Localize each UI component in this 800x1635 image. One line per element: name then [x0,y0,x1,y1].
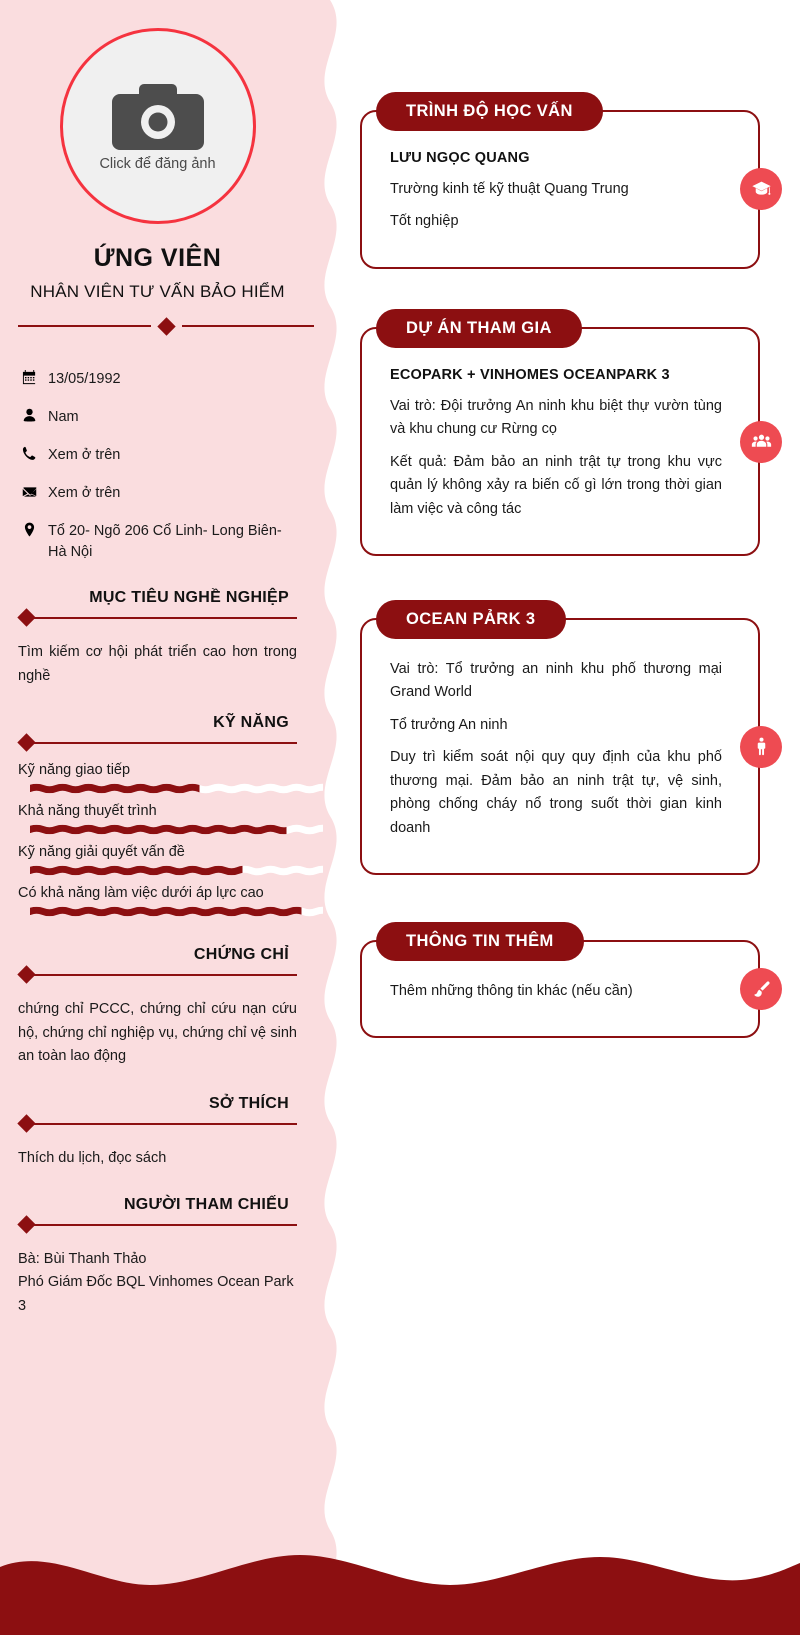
reference-name: Bà: Bùi Thanh Thảo [18,1251,147,1267]
card-line: Thêm những thông tin khác (nếu cần) [390,983,633,999]
card-body [360,102,760,269]
location-pin-icon [22,521,48,537]
section-hobbies [18,1095,297,1170]
section-rule [28,742,297,744]
section-header [18,714,297,744]
skill-list [18,762,297,920]
section-diamond [17,733,35,751]
section-title: NGƯỜI THAM CHIẾU [123,1196,289,1213]
divider-line-right [182,325,315,327]
card-line: Duy trì kiểm soát nội quy quy định của khu phố thương mại. Đảm bảo an ninh trật tự, vệ sinh, phòng chống cháy nổ trong suốt thời gian kinh doanh [390,749,722,836]
card-body [360,610,760,875]
skill-progress-bar [30,903,323,920]
graduation-cap-icon [740,168,782,210]
section-title: KỸ NĂNG [213,714,289,732]
card-badge: THÔNG TIN THÊM [376,922,584,961]
section-diamond [17,608,35,626]
contact-value: 13/05/1992 [48,371,121,387]
section-diamond [17,1114,35,1132]
card-line: Vai trò: Đội trưởng An ninh khu biệt thự vườn tùng và khu chung cư Rừng cọ [390,398,722,438]
card-2 [352,319,800,556]
people-group-icon [740,421,782,463]
contact-value: Xem ở trên [48,485,121,502]
section-diamond [17,1215,35,1233]
card-title: ECOPARK + VINHOMES OCEANPARK 3 [390,367,670,383]
section-skills [18,714,297,920]
section-certificates [18,946,297,1068]
contact-value: Tổ 20- Ngõ 206 Cổ Linh- Long Biên- Hà Nội [48,523,282,561]
hobbies-body: Thích du lịch, đọc sách [18,1149,167,1166]
card-badge: DỰ ÁN THAM GIA [376,309,582,348]
skill-label: Khả năng thuyết trình [18,803,157,820]
references-body [18,1248,297,1318]
skill-label: Có khả năng làm việc dưới áp lực cao [18,885,264,902]
skill-item [18,885,297,920]
skill-progress-bar [30,821,323,838]
card-line: Kết quả: Đảm bảo an ninh trật tự trong khu vực quản lý không xảy ra biến cố gì lớn trong thời gian làm việc và công tác [390,453,722,517]
section-header [18,589,297,619]
objective-body: Tìm kiếm cơ hội phát triển cao hơn trong nghề [18,644,297,684]
skill-label: Kỹ năng giải quyết vấn đề [18,844,185,861]
phone-icon [22,445,48,461]
contact-row [22,445,297,466]
section-header [18,1095,297,1125]
card-4 [352,932,800,1038]
skill-progress-bar [30,862,323,879]
contact-row [22,369,297,390]
section-references [18,1196,297,1318]
person-standing-icon [740,726,782,768]
skill-progress-bar [30,780,323,797]
footer-wave [0,1515,800,1635]
candidate-role: NHÂN VIÊN TƯ VẤN BẢO HIỂM [30,282,285,301]
section-title: CHỨNG CHỈ [193,946,289,964]
card-badge: TRÌNH ĐỘ HỌC VẤN [376,92,603,131]
card-3 [352,610,800,875]
envelope-icon [22,483,48,499]
person-icon [22,407,48,423]
card-line: Tốt nghiệp [390,213,459,230]
divider-diamond [157,317,175,335]
candidate-name: ỨNG VIÊN [93,244,222,272]
section-title: SỞ THÍCH [208,1094,289,1112]
contact-value: Xem ở trên [48,447,121,464]
section-rule [28,1224,297,1226]
card-badge: OCEAN PẢRK 3 [376,600,566,639]
paint-brush-icon [740,968,782,1010]
skill-item [18,762,297,797]
contact-row [22,483,297,504]
section-rule [28,974,297,976]
card-line: Vai trò: Tổ trưởng an ninh khu phố thương mại Grand World [390,661,722,701]
section-header [18,1196,297,1226]
section-rule [28,617,297,619]
contact-list [18,369,297,563]
section-title: MỤC TIÊU NGHỀ NGHIỆP [89,589,289,607]
camera-icon [110,80,206,152]
card-1 [352,102,800,269]
certificates-body: chứng chỉ PCCC, chứng chỉ cứu nạn cứu hộ, chứng chỉ nghiệp vụ, chứng chỉ vệ sinh an toàn lao động [18,1001,297,1065]
section-header [18,946,297,976]
divider-line-left [18,325,151,327]
sidebar [0,0,352,1635]
reference-position: Phó Giám Đốc BQL Vinhomes Ocean Park 3 [18,1274,294,1314]
calendar-icon [22,369,48,385]
name-divider [18,319,314,333]
section-rule [28,1123,297,1125]
card-title: LƯU NGỌC QUANG [390,150,530,166]
contact-row [22,407,297,428]
card-body [360,319,760,556]
contact-value: Nam [48,409,79,426]
card-line: Tổ trưởng An ninh [390,716,508,733]
contact-row [22,521,297,563]
skill-label: Kỹ năng giao tiếp [18,762,131,779]
avatar-upload[interactable] [60,28,256,224]
section-objective [18,589,297,688]
avatar-hint-label: Click để đăng ảnh [99,156,216,172]
skill-item [18,844,297,879]
skill-item [18,803,297,838]
section-diamond [17,965,35,983]
card-body [360,932,760,1038]
card-line: Trường kinh tế kỹ thuật Quang Trung [390,181,629,197]
